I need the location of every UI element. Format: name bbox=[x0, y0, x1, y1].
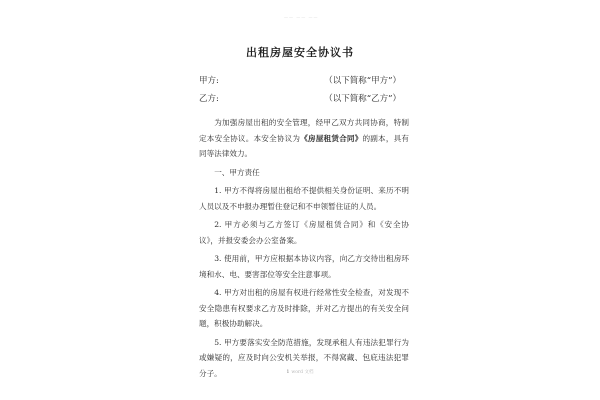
intro-paragraph bbox=[199, 115, 409, 162]
intro-text-2: 的副本，具有同等法律效力。 bbox=[199, 133, 410, 158]
party-a-alias: （以下简称“甲方”） bbox=[324, 76, 401, 86]
party-b-label: 乙方: bbox=[199, 94, 219, 104]
section-heading: 一、甲方责任 bbox=[214, 167, 260, 177]
footer-text: word 文档 bbox=[291, 370, 314, 375]
document-title: 出租房屋安全协议书 bbox=[246, 46, 354, 59]
page-footer bbox=[0, 369, 600, 375]
list-item: 5. 甲方要落实安全防范措施，发现承租人有违法犯罪行为或嫌疑的，应及时向公安机关举报，不得窝藏、包庇违法犯罪分子。 bbox=[199, 337, 409, 378]
header-watermark: —— —— —— bbox=[284, 14, 319, 19]
list-item: 2. 甲方必须与乙方签订《房屋租赁合同》和《安全协议》，并报安委会办公室备案。 bbox=[199, 220, 409, 245]
list-item: 1. 甲方不得将房屋出租给不提供相关身份证明、来历不明人员以及不申报办理暂住登记和不申领暂住证的人员。 bbox=[199, 186, 409, 211]
document-body bbox=[199, 115, 409, 384]
page-number: 1 bbox=[286, 370, 290, 375]
party-b-alias: （以下简称“乙方”） bbox=[324, 94, 401, 104]
list-item: 3. 使用前，甲方应根据本协议内容，向乙方交待出租房环境和水、电、要害部位等安全注意事项。 bbox=[199, 254, 409, 279]
party-a-label: 甲方: bbox=[199, 76, 219, 86]
intro-contract-name: 《房屋租赁合同》 bbox=[300, 133, 363, 143]
intro-text-1: 为加强房屋出租的安全管理，经甲乙双方共同协商，特制定本安全协议。本安全协议为 bbox=[199, 118, 409, 143]
list-item: 4. 甲方对出租的房屋有权进行经常性安全检查，对发现不安全隐患有权要求乙方及时排除，并对乙方提出的有关安全问题，积极协助解决。 bbox=[199, 288, 409, 328]
